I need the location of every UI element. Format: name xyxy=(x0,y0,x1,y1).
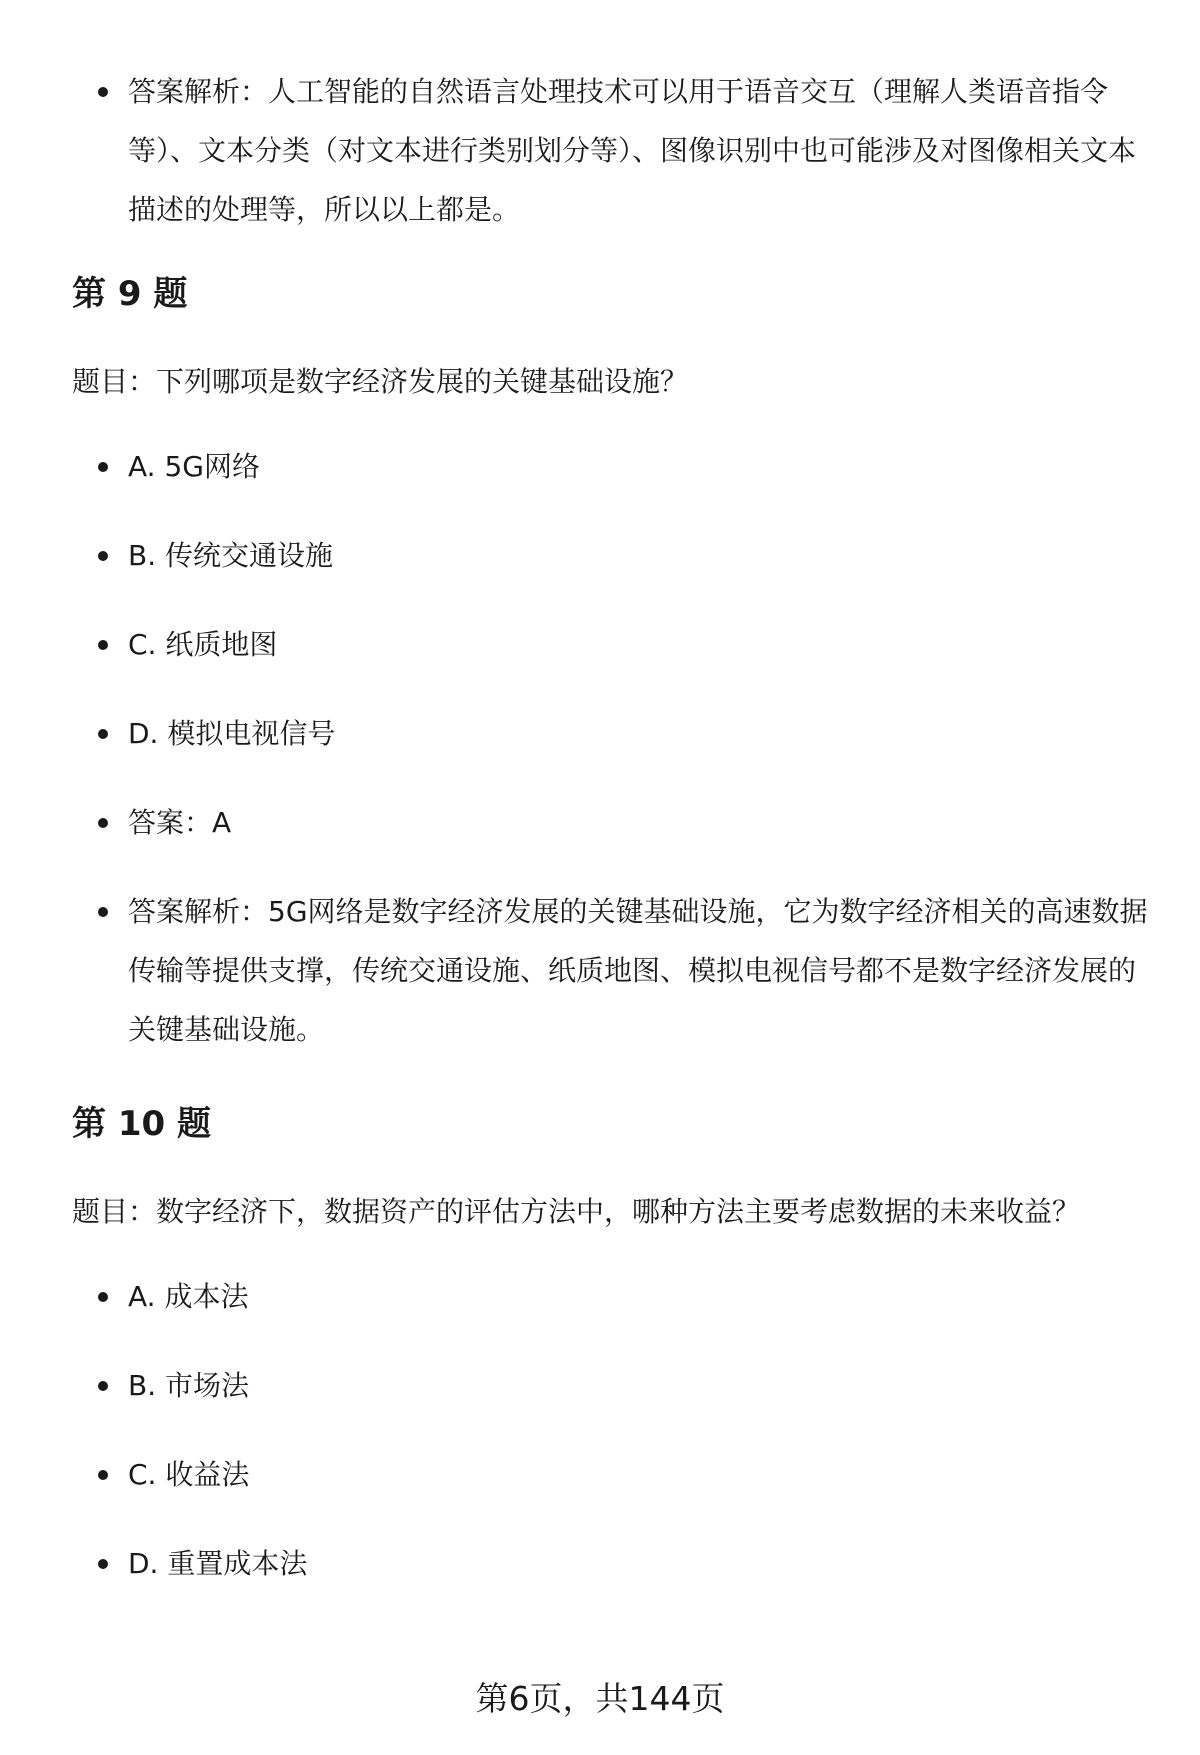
question-10-text: 题目：数字经济下，数据资产的评估方法中，哪种方法主要考虑数据的未来收益？ xyxy=(72,1195,1081,1228)
question-9 xyxy=(72,269,1152,1059)
answer: 答案：A xyxy=(72,793,1152,852)
question-10-options xyxy=(72,1267,1152,1593)
question-9-text: 题目：下列哪项是数字经济发展的关键基础设施？ xyxy=(72,365,689,398)
option-b: B. 市场法 xyxy=(72,1356,1152,1415)
question-10-heading: 第 10 题 xyxy=(72,1104,211,1144)
page-content xyxy=(72,62,1152,1593)
option-d: D. 重置成本法 xyxy=(72,1534,1152,1593)
option-a: A. 5G网络 xyxy=(72,437,1152,496)
option-d: D. 模拟电视信号 xyxy=(72,704,1152,763)
explanation: 答案解析：5G网络是数字经济发展的关键基础设施，它为数字经济相关的高速数据传输等提供支撑，传统交通设施、纸质地图、模拟电视信号都不是数字经济发展的关键基础设施。 xyxy=(72,882,1152,1059)
prev-question-list xyxy=(72,62,1152,239)
option-c: C. 纸质地图 xyxy=(72,615,1152,674)
question-9-heading: 第 9 题 xyxy=(72,274,188,314)
prev-explanation: 答案解析：人工智能的自然语言处理技术可以用于语音交互（理解人类语音指令等）、文本分类（对文本进行类别划分等）、图像识别中也可能涉及对图像相关文本描述的处理等，所以以上都是。 xyxy=(72,62,1152,239)
option-a: A. 成本法 xyxy=(72,1267,1152,1326)
page-footer: 第6页，共144页 xyxy=(475,1679,725,1718)
option-b: B. 传统交通设施 xyxy=(72,526,1152,585)
question-10 xyxy=(72,1099,1152,1593)
question-9-options xyxy=(72,437,1152,1059)
option-c: C. 收益法 xyxy=(72,1445,1152,1504)
